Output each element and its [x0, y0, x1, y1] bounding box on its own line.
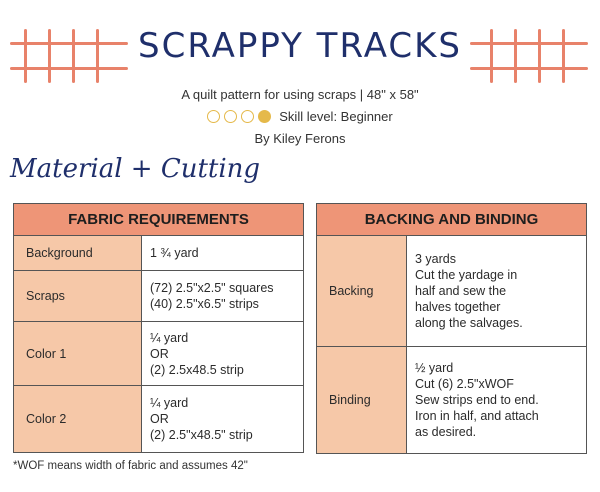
skill-dot-icon	[241, 110, 254, 123]
row-label: Color 1	[14, 322, 142, 386]
row-value	[407, 347, 587, 454]
section-title: Material + Cutting	[10, 154, 261, 184]
skill-level	[0, 109, 600, 124]
value-line: halves together	[415, 300, 501, 314]
row-value	[407, 236, 587, 347]
table-row	[14, 236, 304, 271]
table-row	[317, 347, 587, 454]
value-line: OR	[150, 346, 169, 361]
row-label: Scraps	[14, 271, 142, 322]
value-line: (2) 2.5x48.5 strip	[150, 362, 244, 377]
row-label: Backing	[317, 236, 407, 347]
value-line: half and sew the	[415, 284, 507, 298]
fabric-requirements-heading: FABRIC REQUIREMENTS	[14, 204, 304, 236]
skill-dot-icon	[258, 110, 271, 123]
row-label: Color 2	[14, 386, 142, 453]
value-line: (72) 2.5"x2.5" squares	[150, 281, 274, 295]
skill-dot-icon	[207, 110, 220, 123]
value-line: 1 ¾ yard	[150, 246, 199, 260]
author: By Kiley Ferons	[254, 131, 346, 146]
table-row	[14, 386, 304, 453]
value-line: Iron in half, and attach	[415, 409, 539, 423]
row-value	[142, 236, 304, 271]
row-label: Binding	[317, 347, 407, 454]
skill-dots	[207, 110, 271, 123]
footnote: *WOF means width of fabric and assumes 42"	[13, 460, 248, 472]
value-line: along the salvages.	[415, 316, 523, 330]
value-line: Cut (6) 2.5"xWOF	[415, 377, 514, 391]
table-row	[14, 322, 304, 386]
table-row	[317, 236, 587, 347]
row-value	[142, 386, 304, 453]
page-title: SCRAPPY TRACKS	[138, 26, 462, 66]
value-line: 3 yards	[415, 252, 456, 266]
row-value	[142, 322, 304, 386]
skill-dot-icon	[224, 110, 237, 123]
subtitle: A quilt pattern for using scraps | 48" x 58"	[181, 87, 419, 102]
backing-binding-heading: BACKING AND BINDING	[317, 204, 587, 236]
fabric-requirements-table	[13, 203, 304, 453]
value-line: (2) 2.5"x48.5" strip	[150, 428, 253, 442]
value-line: ¼ yard	[150, 330, 189, 345]
row-label: Background	[14, 236, 142, 271]
value-line: (40) 2.5"x6.5" strips	[150, 297, 259, 311]
value-line: Sew strips end to end.	[415, 393, 539, 407]
value-line: ½ yard	[415, 361, 454, 375]
value-line: ¼ yard	[150, 396, 189, 410]
skill-label: Skill level: Beginner	[279, 109, 393, 124]
value-line: OR	[150, 412, 169, 426]
table-row	[14, 271, 304, 322]
backing-binding-table	[316, 203, 587, 454]
value-line: as desired.	[415, 425, 477, 439]
value-line: Cut the yardage in	[415, 268, 518, 282]
row-value	[142, 271, 304, 322]
